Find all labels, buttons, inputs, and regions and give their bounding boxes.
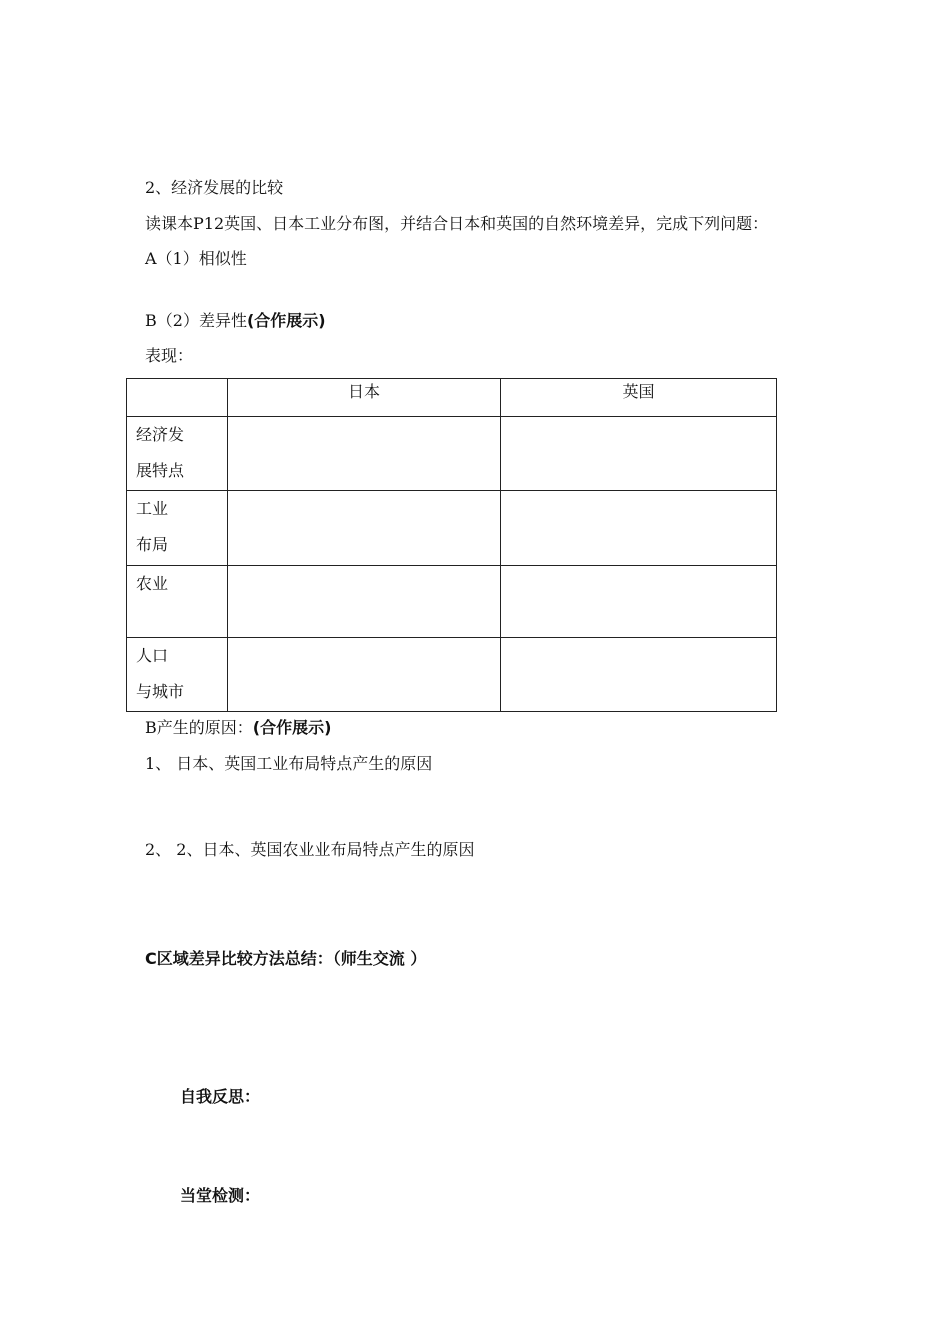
column-header-uk: 英国 — [501, 379, 777, 417]
answer-cell-japan-agriculture[interactable] — [228, 566, 501, 638]
answer-cell-japan-economy[interactable] — [228, 417, 501, 491]
row-header-line: 与城市 — [136, 682, 185, 701]
row-header-population — [127, 638, 228, 712]
test-label: 当堂检测： — [180, 1186, 261, 1205]
causes-heading — [145, 718, 331, 738]
difference-prefix: B（2）差异性 — [145, 311, 247, 330]
row-header-line: 经济发 — [136, 425, 185, 444]
answer-cell-uk-economy[interactable] — [501, 417, 777, 491]
row-header-line: 农业 — [136, 574, 169, 593]
table-header-row — [127, 379, 777, 417]
difference-label — [145, 311, 326, 331]
column-header-japan: 日本 — [228, 379, 501, 417]
table-row — [127, 491, 777, 566]
answer-cell-uk-agriculture[interactable] — [501, 566, 777, 638]
causes-prefix: B产生的原因： — [145, 718, 253, 737]
row-header-line: 布局 — [136, 535, 169, 554]
row-header-line: 展特点 — [136, 461, 185, 480]
comparison-table — [126, 378, 777, 712]
table-row — [127, 638, 777, 712]
similarity-label: A（1）相似性 — [145, 249, 247, 268]
row-header-economy — [127, 417, 228, 491]
reflection-label: 自我反思： — [180, 1087, 261, 1106]
row-header-industry — [127, 491, 228, 566]
instruction-text: 读课本P12英国、日本工业分布图，并结合日本和英国的自然环境差异，完成下列问题： — [145, 214, 769, 233]
cause-item-agriculture: 2、 2、日本、英国农业业布局特点产生的原因 — [145, 840, 475, 859]
answer-cell-uk-population[interactable] — [501, 638, 777, 712]
cause-item-industry: 1、 日本、英国工业布局特点产生的原因 — [145, 754, 433, 773]
summary-heading: C区域差异比较方法总结：（师生交流 ） — [145, 949, 427, 968]
row-header-line: 人口 — [136, 646, 169, 665]
table-row — [127, 566, 777, 638]
answer-cell-japan-industry[interactable] — [228, 491, 501, 566]
expression-label: 表现： — [145, 346, 194, 365]
section-title: 2、经济发展的比较 — [145, 178, 284, 197]
answer-cell-japan-population[interactable] — [228, 638, 501, 712]
table-row — [127, 417, 777, 491]
difference-bold: (合作展示) — [246, 311, 326, 330]
causes-bold: (合作展示) — [252, 718, 332, 737]
answer-cell-uk-industry[interactable] — [501, 491, 777, 566]
row-header-agriculture — [127, 566, 228, 638]
table-corner-cell — [127, 379, 228, 417]
row-header-line: 工业 — [136, 499, 169, 518]
